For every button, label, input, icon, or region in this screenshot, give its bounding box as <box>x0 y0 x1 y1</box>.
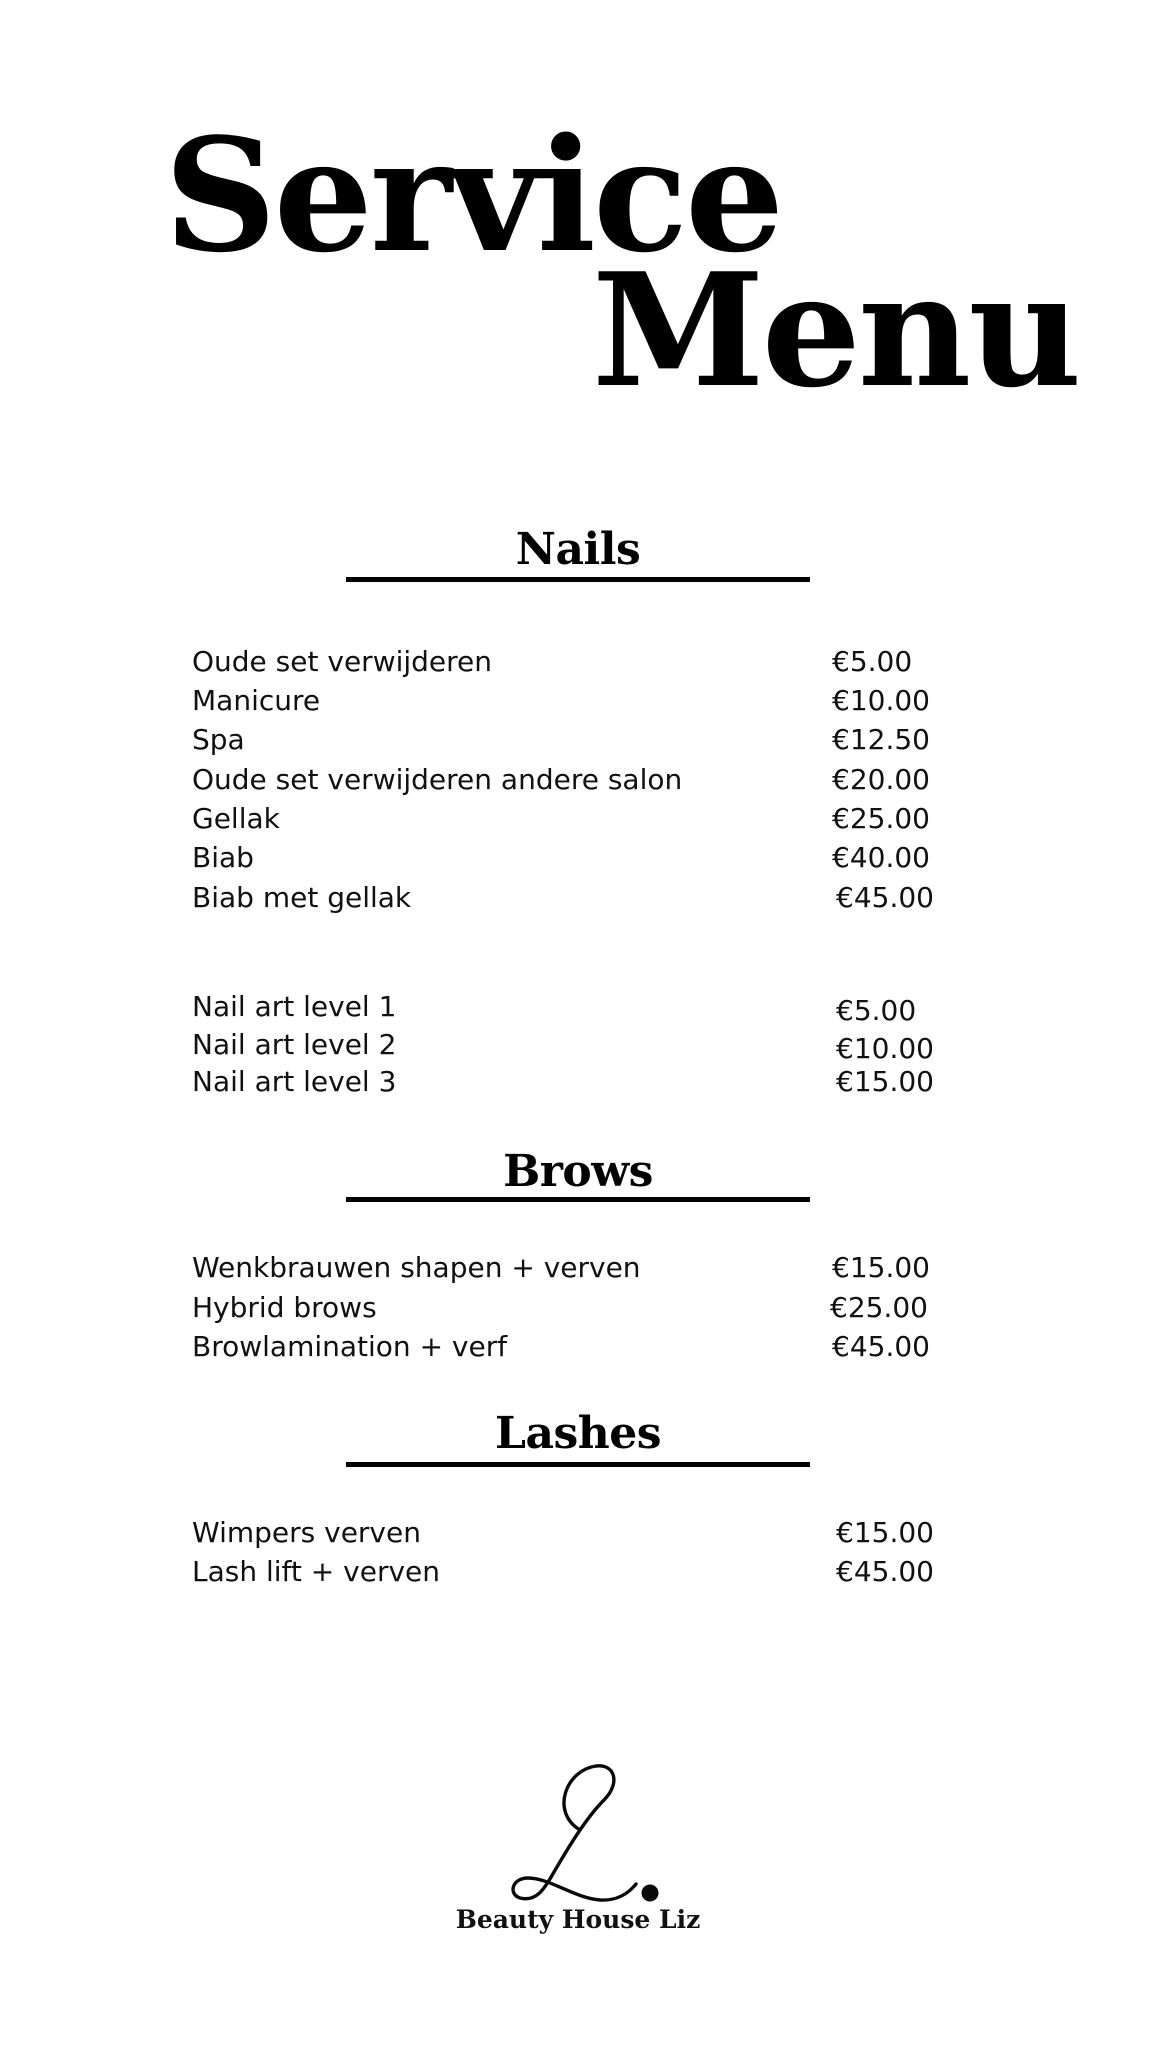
service-name: Wimpers verven <box>192 1516 421 1549</box>
service-row <box>192 1248 952 1288</box>
section-divider-lashes <box>346 1462 810 1467</box>
service-name: Oude set verwijderen andere salon <box>192 763 683 796</box>
service-price: €20.00 <box>832 763 930 796</box>
service-price: €45.00 <box>832 1330 930 1363</box>
service-price: €12.50 <box>832 723 930 756</box>
title-line-service: Service <box>164 104 782 287</box>
service-name: Browlamination + verf <box>192 1330 508 1363</box>
title-line-menu: Menu <box>592 239 1079 422</box>
service-name: Spa <box>192 723 245 756</box>
service-name: Hybrid brows <box>192 1291 377 1324</box>
service-row <box>192 1062 952 1102</box>
service-price: €45.00 <box>836 881 934 914</box>
service-price: €25.00 <box>830 1291 928 1324</box>
service-price: €45.00 <box>836 1555 934 1588</box>
section-divider-nails <box>346 577 810 582</box>
service-name: Nail art level 3 <box>192 1065 397 1098</box>
service-price: €10.00 <box>832 684 930 717</box>
service-name: Wenkbrauwen shapen + verven <box>192 1251 641 1284</box>
service-row <box>192 720 952 760</box>
section-heading-lashes: Lashes <box>495 1408 661 1459</box>
service-name: Biab <box>192 841 254 874</box>
service-price: €10.00 <box>836 1032 934 1065</box>
service-row <box>192 799 952 839</box>
service-price: €15.00 <box>836 1516 934 1549</box>
service-name: Nail art level 1 <box>192 990 397 1023</box>
service-price: €5.00 <box>836 994 917 1027</box>
service-name: Nail art level 2 <box>192 1028 397 1061</box>
service-name: Biab met gellak <box>192 881 412 914</box>
service-name: Gellak <box>192 802 280 835</box>
section-heading-brows: Brows <box>503 1146 653 1197</box>
service-price: €15.00 <box>832 1251 930 1284</box>
service-row <box>192 760 952 800</box>
service-price: €15.00 <box>836 1065 934 1098</box>
service-name: Lash lift + verven <box>192 1555 441 1588</box>
service-row <box>192 681 952 721</box>
service-row <box>192 1025 952 1065</box>
service-row <box>192 838 952 878</box>
section-divider-brows <box>346 1197 810 1202</box>
script-L-monogram-icon <box>478 1760 678 1910</box>
service-row <box>192 1288 952 1328</box>
service-row <box>192 1552 952 1592</box>
service-row <box>192 878 952 918</box>
brand-name: Beauty House Liz <box>455 1905 701 1934</box>
service-price: €5.00 <box>832 645 913 678</box>
service-row <box>192 1327 952 1367</box>
service-name: Oude set verwijderen <box>192 645 493 678</box>
service-name: Manicure <box>192 684 321 717</box>
service-price: €40.00 <box>832 841 930 874</box>
service-row <box>192 1513 952 1553</box>
service-price: €25.00 <box>832 802 930 835</box>
service-row <box>192 642 952 682</box>
service-row <box>192 987 952 1027</box>
section-heading-nails: Nails <box>515 524 641 575</box>
